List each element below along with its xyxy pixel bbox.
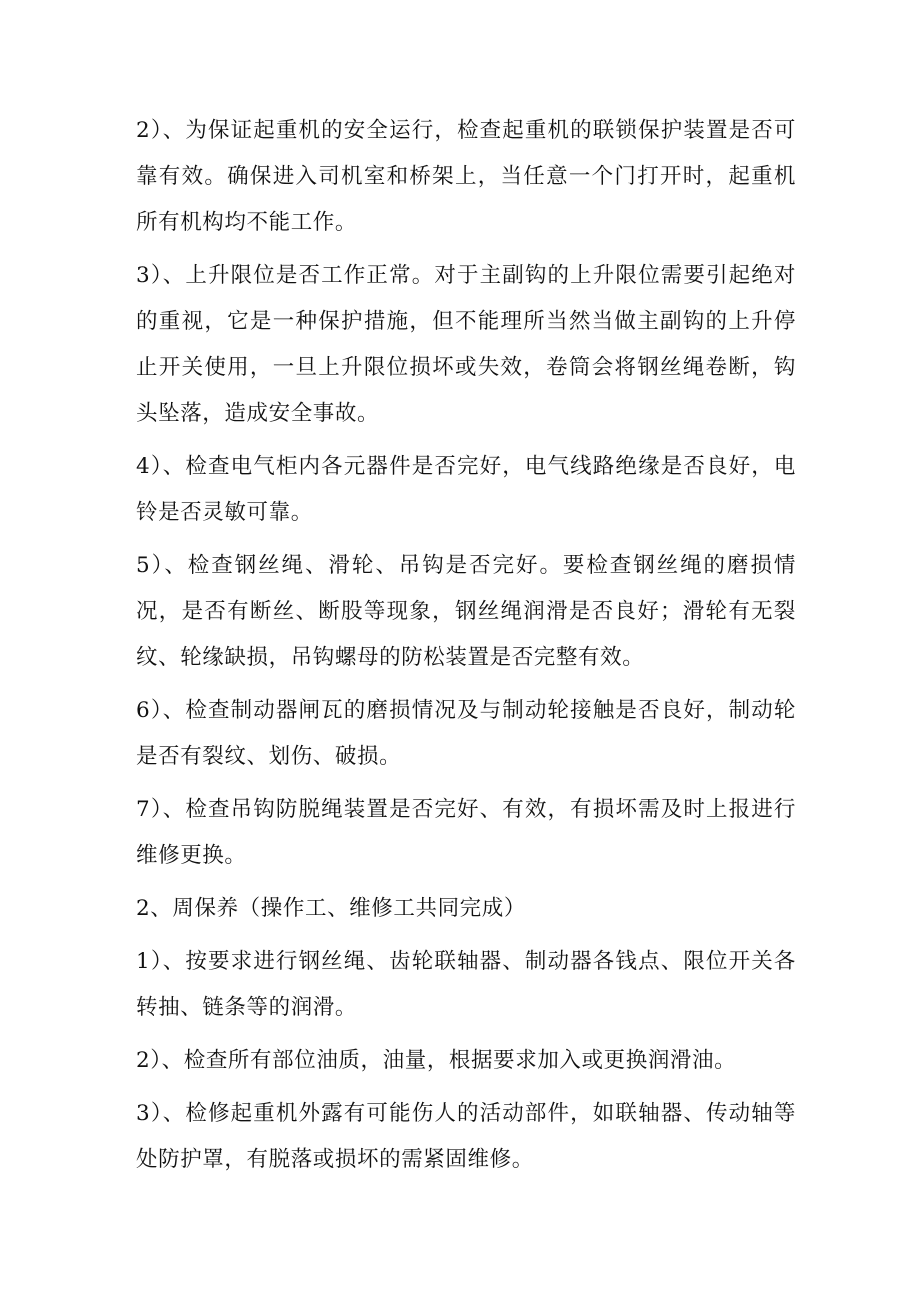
paragraph-interlock-check: 2）、为保证起重机的安全运行，检查起重机的联锁保护装置是否可靠有效。确保进入司机室和桥架上，当任意一个门打开时，起重机所有机构均不能工作。 xyxy=(136,118,796,235)
paragraph-oil-check: 2）、检查所有部位油质，油量，根据要求加入或更换润滑油。 xyxy=(136,1048,737,1073)
section-heading-weekly-maintenance: 2、周保养（操作工、维修工共同完成） xyxy=(136,896,526,921)
paragraph-lubrication: 1）、按要求进行钢丝绳、齿轮联轴器、制动器各钱点、限位开关各转抽、链条等的润滑。 xyxy=(136,949,796,1020)
paragraph-upper-limit-check: 3）、上升限位是否工作正常。对于主副钩的上升限位需要引起绝对的重视，它是一种保护措施，但不能理所当然当做主副钩的上升停止开关使用，一旦上升限位损坏或失效，卷筒会将钢丝绳卷断，钩头坠落，造成安全事故。 xyxy=(136,263,796,426)
paragraph-hook-latch-check: 7）、检查吊钩防脱绳装置是否完好、有效，有损坏需及时上报进行维修更换。 xyxy=(136,797,796,868)
paragraph-brake-check: 6）、检查制动器闸瓦的磨损情况及与制动轮接触是否良好，制动轮是否有裂纹、划伤、破损。 xyxy=(136,698,796,769)
document-body xyxy=(136,108,796,1190)
paragraph-wire-rope-check: 5）、检查钢丝绳、滑轮、吊钩是否完好。要检查钢丝绳的磨损情况，是否有断丝、断股等现象，钢丝绳润滑是否良好；滑轮有无裂纹、轮缘缺损，吊钩螺母的防松装置是否完整有效。 xyxy=(136,553,796,670)
paragraph-guard-repair: 3）、检修起重机外露有可能伤人的活动部件，如联轴器、传动轴等处防护罩，有脱落或损坏的需紧固维修。 xyxy=(136,1101,796,1172)
paragraph-electrical-cabinet-check: 4）、检查电气柜内各元器件是否完好，电气线路绝缘是否良好，电铃是否灵敏可靠。 xyxy=(136,454,796,525)
